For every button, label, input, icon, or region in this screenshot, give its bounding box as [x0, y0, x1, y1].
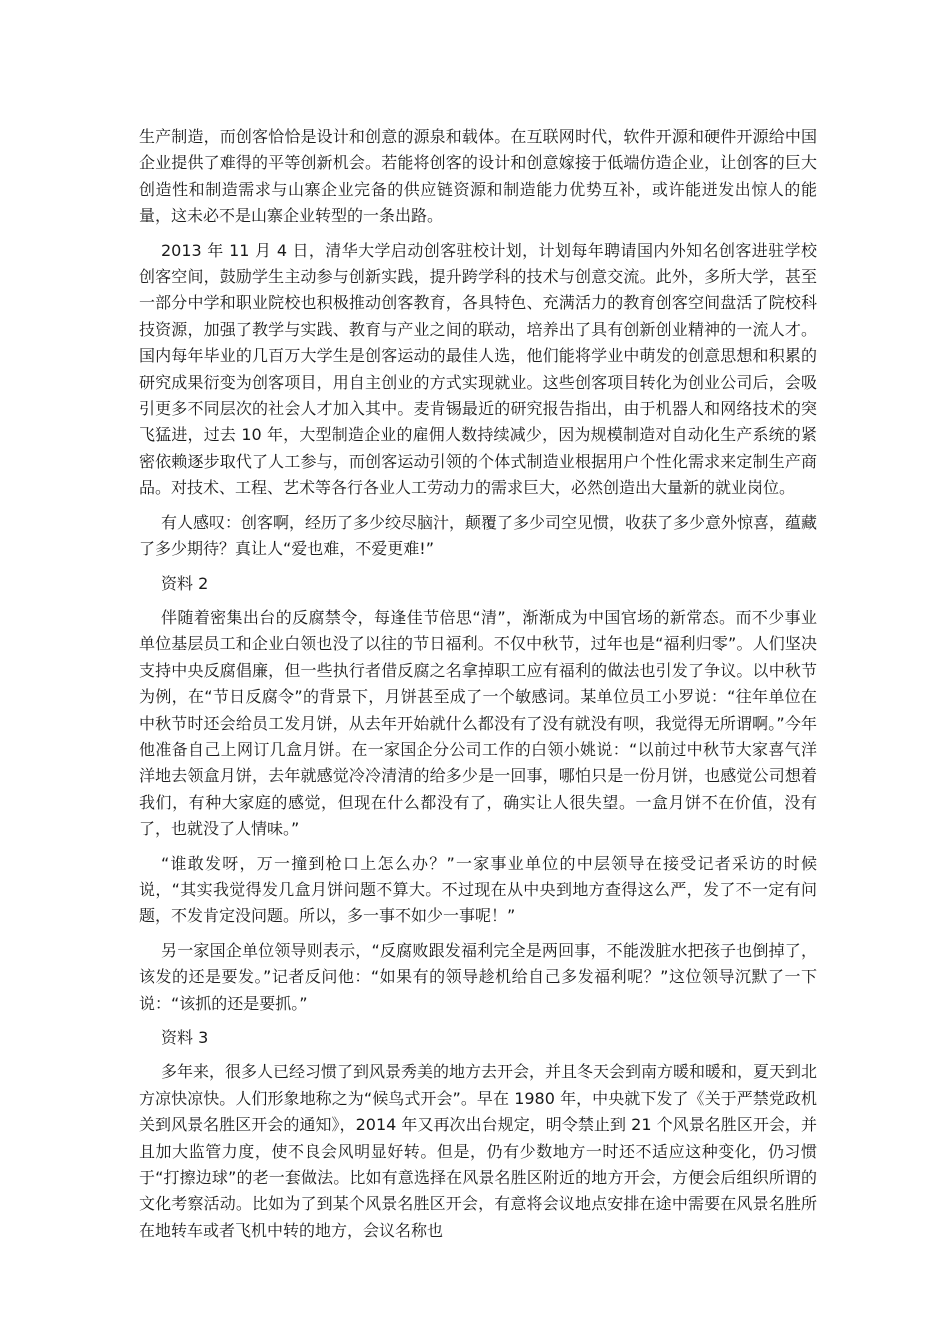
paragraph-tsinghua-maker-program: 2013 年 11 月 4 日，清华大学启动创客驻校计划，计划每年聘请国内外知名创客进驻学校创客空间，鼓励学生主动参与创新实践，提升跨学科的技术与创意交流。此外，多所大学，甚至一部分中学和职业院校也积极推动创客教育，各具特色、充满活力的教育创客空间盘活了院校科技资源，加强了教学与实践、教育与产业之间的联动，培养出了具有创新创业精神的一流人才。国内每年毕业的几百万大学生是创客运动的最佳人选，他们能将学业中萌发的创意思想和积累的研究成果衍变为创客项目，用自主创业的方式实现就业。这些创客项目转化为创业公司后，会吸引更多不同层次的社会人才加入其中。麦肯锡最近的研究报告指出，由于机器人和网络技术的突飞猛进，过去 10 年，大型制造企业的雇佣人数持续减少，因为规模制造对自动化生产系统的紧密依赖逐步取代了人工参与，而创客运动引领的个体式制造业根据用户个性化需求来定制生产商品。对技术、工程、艺术等各行各业人工劳动力的需求巨大，必然创造出大量新的就业岗位。: [139, 240, 817, 498]
paragraph-makers-shanzhai: 生产制造，而创客恰恰是设计和创意的源泉和载体。在互联网时代，软件开源和硬件开源给中国企业提供了难得的平等创新机会。若能将创客的设计和创意嫁接于低端仿造企业，让创客的巨大创造性和制造需求与山寨企业完备的供应链资源和制造能力优势互补，或许能迸发出惊人的能量，这未必不是山寨企业转型的一条出路。: [139, 127, 817, 226]
section-heading-material-2: 资料 2: [161, 573, 209, 593]
document-page: [139, 124, 817, 1252]
paragraph-soe-leader: 另一家国企单位领导则表示，“反腐败跟发福利完全是两回事，不能泼脏水把孩子也倒掉了，该发的还是要发。”记者反问他：“如果有的领导趁机给自己多发福利呢？”这位领导沉默了一下说：“该抓的还是要抓。”: [139, 940, 817, 1013]
paragraph-festival-welfare: 伴随着密集出台的反腐禁令，每逢佳节倍思“清”，渐渐成为中国官场的新常态。而不少事业单位基层员工和企业白领也没了以往的节日福利。不仅中秋节，过年也是“福利归零”。人们坚决支持中央反腐倡廉，但一些执行者借反腐之名拿掉职工应有福利的做法也引发了争议。以中秋节为例，在“节日反腐令”的背景下，月饼甚至成了一个敏感词。某单位员工小罗说：“往年单位在中秋节时还会给员工发月饼，从去年开始就什么都没有了没有就没有呗，我觉得无所谓啊。”今年他准备自己上网订几盒月饼。在一家国企分公司工作的白领小姚说：“以前过中秋节大家喜气洋洋地去领盒月饼，去年就感觉冷冷清清的给多少是一回事，哪怕只是一份月饼，也感觉公司想着我们，有种大家庭的感觉，但现在什么都没有了，确实让人很失望。一盒月饼不在价值，没有了，也就没了人情味。”: [139, 607, 817, 839]
section-heading-material-3: 资料 3: [161, 1028, 209, 1047]
paragraph-maker-sigh: 有人感叹：创客啊，经历了多少绞尽脑汁，颠覆了多少司空见惯，收获了多少意外惊喜，蕴藏了多少期待？真让人“爱也难，不爱更难!”: [139, 512, 818, 559]
paragraph-migratory-meetings: 多年来，很多人已经习惯了到风景秀美的地方去开会，并且冬天会到南方暖和暖和，夏天到北方凉快凉快。人们形象地称之为“候鸟式开会”。早在 1980 年，中央就下发了《关于严禁党政机关到风景名胜区开会的通知》，2014 年又再次出台规定，明令禁止到 21 个风景名胜区开会，并且加大监管力度，使不良会风明显好转。但是，仍有少数地方一时还不适应这种变化，仍习惯于“打擦边球”的老一套做法。比如有意选择在风景名胜区附近的地方开会，方便会后组织所谓的文化考察活动。比如为了到某个风景名胜区开会，有意将会议地点安排在途中需要在风景名胜所在地转车或者飞机中转的地方，会议名称也: [139, 1062, 818, 1240]
paragraph-leader-interview: “谁敢发呀，万一撞到枪口上怎么办？”一家事业单位的中层领导在接受记者采访的时候说，“其实我觉得发几盒月饼问题不算大。不过现在从中央到地方查得这么严，发了不一定有问题，不发肯定没问题。所以，多一事不如少一事呢！”: [139, 853, 817, 926]
